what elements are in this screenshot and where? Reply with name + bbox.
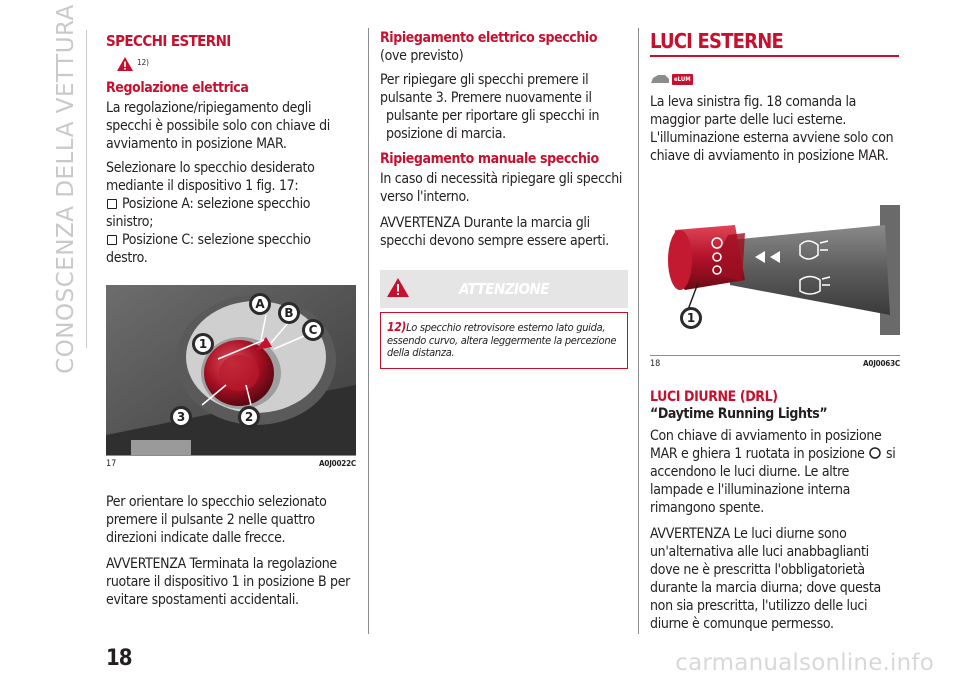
figure-number: 17 (106, 458, 117, 469)
heading-ripiegamento-manuale: Ripiegamento manuale specchio (380, 151, 599, 167)
figure-caption (650, 355, 900, 369)
figure-17-mirror-control (106, 285, 356, 455)
checkbox-bullet-icon (107, 199, 117, 209)
section-underline (650, 55, 899, 57)
heading-daytime-running-lights: “Daytime Running Lights” (650, 406, 828, 422)
heading-regolazione: Regolazione elettrica (106, 80, 249, 96)
figure-label-1: 1 (680, 307, 702, 329)
figure-label-3: 3 (170, 406, 192, 428)
version-icons (650, 63, 900, 85)
attention-header (380, 270, 628, 308)
paragraph: Per orientare lo specchio selezionato premere il pulsante 2 nelle quattro direzioni indicate dalle frecce. (106, 494, 327, 546)
paragraph: Per ripiegare gli specchi premere il pulsante 3. Premere nuovamente il (380, 72, 592, 106)
list-item: Posizione A: selezione specchio (106, 195, 356, 213)
warning-ref-number: 12) (137, 58, 149, 67)
paragraph: AVVERTENZA Le luci diurne sono un'alternativa alle luci anabbaglianti dove ne è prescritta l'obbligatorietà durante la marcia diurna; dove questa non sia prescritta, l'utilizzo delle luci diurne è comunque permesso. (650, 526, 881, 632)
paragraph-indented: pulsante per riportare gli specchi in posizione di marcia. (386, 108, 600, 142)
figure-label-2: 2 (238, 406, 260, 428)
column-3 (650, 28, 900, 633)
checkbox-bullet-icon (107, 235, 117, 245)
car-icon (650, 73, 670, 85)
paragraph: La regolazione/ripiegamento degli specchi è possibile solo con chiave di avviamento in posizione MAR. (106, 100, 330, 152)
drl-symbol-icon (868, 447, 882, 459)
heading-ripiegamento-elettrico: Ripiegamento elettrico specchio (380, 30, 598, 46)
figure-caption (106, 455, 356, 469)
figure-label-A: A (249, 293, 271, 315)
paragraph: AVVERTENZA Durante la marcia gli specchi devono sempre essere aperti. (380, 215, 609, 249)
column-divider-1 (368, 28, 369, 634)
watermark: carmanualsonline.info (675, 650, 934, 676)
paragraph: Selezionare lo specchio desiderato mediante il dispositivo 1 fig. 17: (106, 160, 315, 194)
heading-luci-diurne: LUCI DIURNE (DRL) (650, 389, 778, 405)
warning-reference (116, 56, 356, 74)
chapter-title: CONOSCENZA DELLA VETTURA (53, 4, 80, 374)
elum-badge: eLUM (674, 76, 691, 83)
figure-code: A0J0022C (319, 459, 356, 468)
figure-label-1: 1 (192, 333, 214, 355)
column-divider-2 (638, 28, 639, 634)
mirror-control-illustration (106, 285, 356, 455)
section-title-specchi: SPECCHI ESTERNI (106, 32, 231, 50)
paragraph: La leva sinistra fig. 18 comanda la maggior parte delle luci esterne. L'illuminazione esterna avviene solo con chiave di avviamento in posizione MAR. (650, 94, 894, 164)
light-lever-illustration (650, 185, 900, 355)
figure-label-B: B (278, 302, 300, 324)
chapter-rule (86, 30, 87, 348)
attention-body (380, 312, 628, 369)
list-item: Posizione C: selezione specchio (106, 231, 356, 249)
section-title-luci-esterne: LUCI ESTERNE (650, 29, 783, 53)
warning-triangle-icon (386, 277, 410, 298)
attention-title: ATTENZIONE (458, 280, 550, 298)
figure-label-C: C (302, 319, 324, 341)
column-2 (380, 28, 630, 369)
attention-text: 12)Lo specchio retrovisore esterno lato guida, essendo curvo, altera leggermente la percezione della distanza. (387, 320, 617, 359)
paragraph: Con chiave di avviamento in posizione MAR e ghiera 1 ruotata in posizione si accendono le luci diurne. Le altre lampade e l'illuminazione interna rimangono spente. (650, 428, 896, 516)
paragraph: In caso di necessità ripiegare gli specchi verso l'interno. (380, 171, 623, 205)
column-1 (106, 28, 356, 609)
figure-18-light-lever (650, 185, 900, 355)
heading-note: (ove previsto) (380, 48, 464, 64)
page-number: 18 (106, 646, 132, 671)
list-item-continued: sinistro; (106, 214, 154, 230)
figure-code: A0J0063C (863, 359, 900, 368)
paragraph: AVVERTENZA Terminata la regolazione ruotare il dispositivo 1 in posizione B per evitare spostamenti accidentali. (106, 556, 351, 608)
figure-number: 18 (650, 358, 661, 369)
list-item-continued: destro. (106, 250, 148, 266)
warning-triangle-icon (116, 56, 134, 72)
